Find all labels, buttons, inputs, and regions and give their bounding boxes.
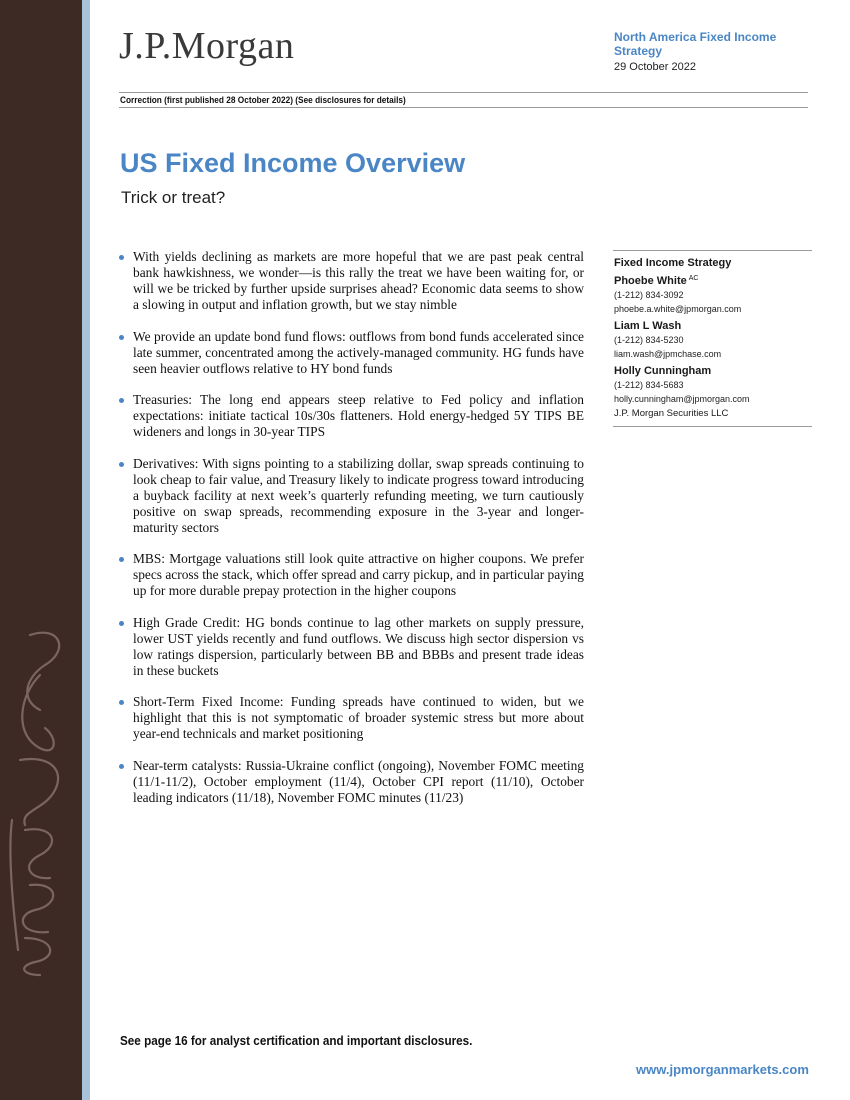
analyst-email[interactable]: liam.wash@jpmchase.com: [614, 349, 722, 359]
bullet-dot-icon: [119, 764, 124, 769]
bullet-dot-icon: [119, 462, 124, 467]
signature-watermark: [0, 620, 82, 980]
analyst-name: Phoebe White $^{AC}$: [614, 275, 699, 287]
publish-date: 29 October 2022: [614, 61, 696, 73]
header-rule-bottom: [119, 107, 808, 108]
list-item: Derivatives: With signs pointing to a stabilizing dollar, swap spreads continuing to look cheap to fair value, and Treasury likely to indicate progress toward introducing a buyback facility at next week’s quarterly refunding meeting, we turn cautiously positive on swap spreads, recommending exposure in the 3-year and longer-maturity sectors: [119, 456, 584, 536]
bullet-dot-icon: [119, 557, 124, 562]
header-rule-top: [119, 92, 808, 93]
analyst-sidebar: [613, 250, 812, 427]
correction-notice: Correction (first published 28 October 2022) (See disclosures for details): [120, 95, 406, 105]
list-item: We provide an update bond fund flows: outflows from bond funds accelerated since late summer, concentrated among the actively-managed community. HG funds have seen heavier outflows relative to HY bond funds: [119, 329, 584, 377]
region-title: North America Fixed Income Strategy: [614, 30, 777, 58]
bullet-dot-icon: [119, 398, 124, 403]
disclosure-note: See page 16 for analyst certification and important disclosures.: [120, 1033, 473, 1048]
bullet-dot-icon: [119, 621, 124, 626]
page-title: US Fixed Income Overview: [120, 148, 466, 178]
left-accent-stripe: [82, 0, 90, 1100]
region-block: [614, 30, 814, 75]
jpmorgan-logo: J.P.Morgan: [119, 25, 295, 67]
analyst-phone: (1-212) 834-5683: [614, 380, 684, 390]
analyst-phone: (1-212) 834-3092: [614, 290, 684, 300]
firm-name: J.P. Morgan Securities LLC: [614, 408, 729, 419]
summary-bullet-list: [119, 249, 584, 821]
website-link[interactable]: www.jpmorganmarkets.com: [636, 1062, 809, 1077]
page-subtitle: Trick or treat?: [121, 188, 226, 207]
list-item: MBS: Mortgage valuations still look quite attractive on higher coupons. We prefer specs across the stack, which offer spread and carry pickup, and in particular paying up for more durable prepay protection in the higher coupons: [119, 551, 584, 599]
list-item: With yields declining as markets are more hopeful that we are past peak central bank hawkishness, we wonder—is this rally the treat we have been waiting for, or will we be tricked by further upside surprises ahead? Economic data seems to show a slowing in output and inflation growth, but we stay nimble: [119, 249, 584, 313]
analyst-phone: (1-212) 834-5230: [614, 335, 684, 345]
list-item: Near-term catalysts: Russia-Ukraine conflict (ongoing), November FOMC meeting (11/1-11/2), October employment (11/4), October CPI report (11/10), October leading indicators (11/18), November FOMC minutes (11/23): [119, 758, 584, 806]
bullet-dot-icon: [119, 335, 124, 340]
list-item: High Grade Credit: HG bonds continue to lag other markets on supply pressure, lower UST yields recently and fund outflows. We discuss high sector dispersion vs low ratings dispersion, particularly between BB and BBBs and present trade ideas in these buckets: [119, 615, 584, 679]
list-item: Short-Term Fixed Income: Funding spreads have continued to widen, but we highlight that this is not symptomatic of broader systemic stress but more about year-end technicals and market positioning: [119, 694, 584, 742]
analyst-email[interactable]: holly.cunningham@jpmorgan.com: [614, 394, 750, 404]
analyst-name: Liam L Wash: [614, 320, 682, 332]
bullet-dot-icon: [119, 700, 124, 705]
list-item: Treasuries: The long end appears steep relative to Fed policy and inflation expectations: initiate tactical 10s/30s flatteners. Hold energy-hedged 5Y TIPS BE wideners and longs in 30-year TIPS: [119, 392, 584, 440]
analyst-email[interactable]: phoebe.a.white@jpmorgan.com: [614, 304, 742, 314]
analyst-certification-mark: AC: [688, 275, 699, 282]
analyst-group-heading: Fixed Income Strategy: [614, 257, 732, 269]
bullet-dot-icon: [119, 255, 124, 260]
analyst-name: Holly Cunningham: [614, 365, 712, 377]
